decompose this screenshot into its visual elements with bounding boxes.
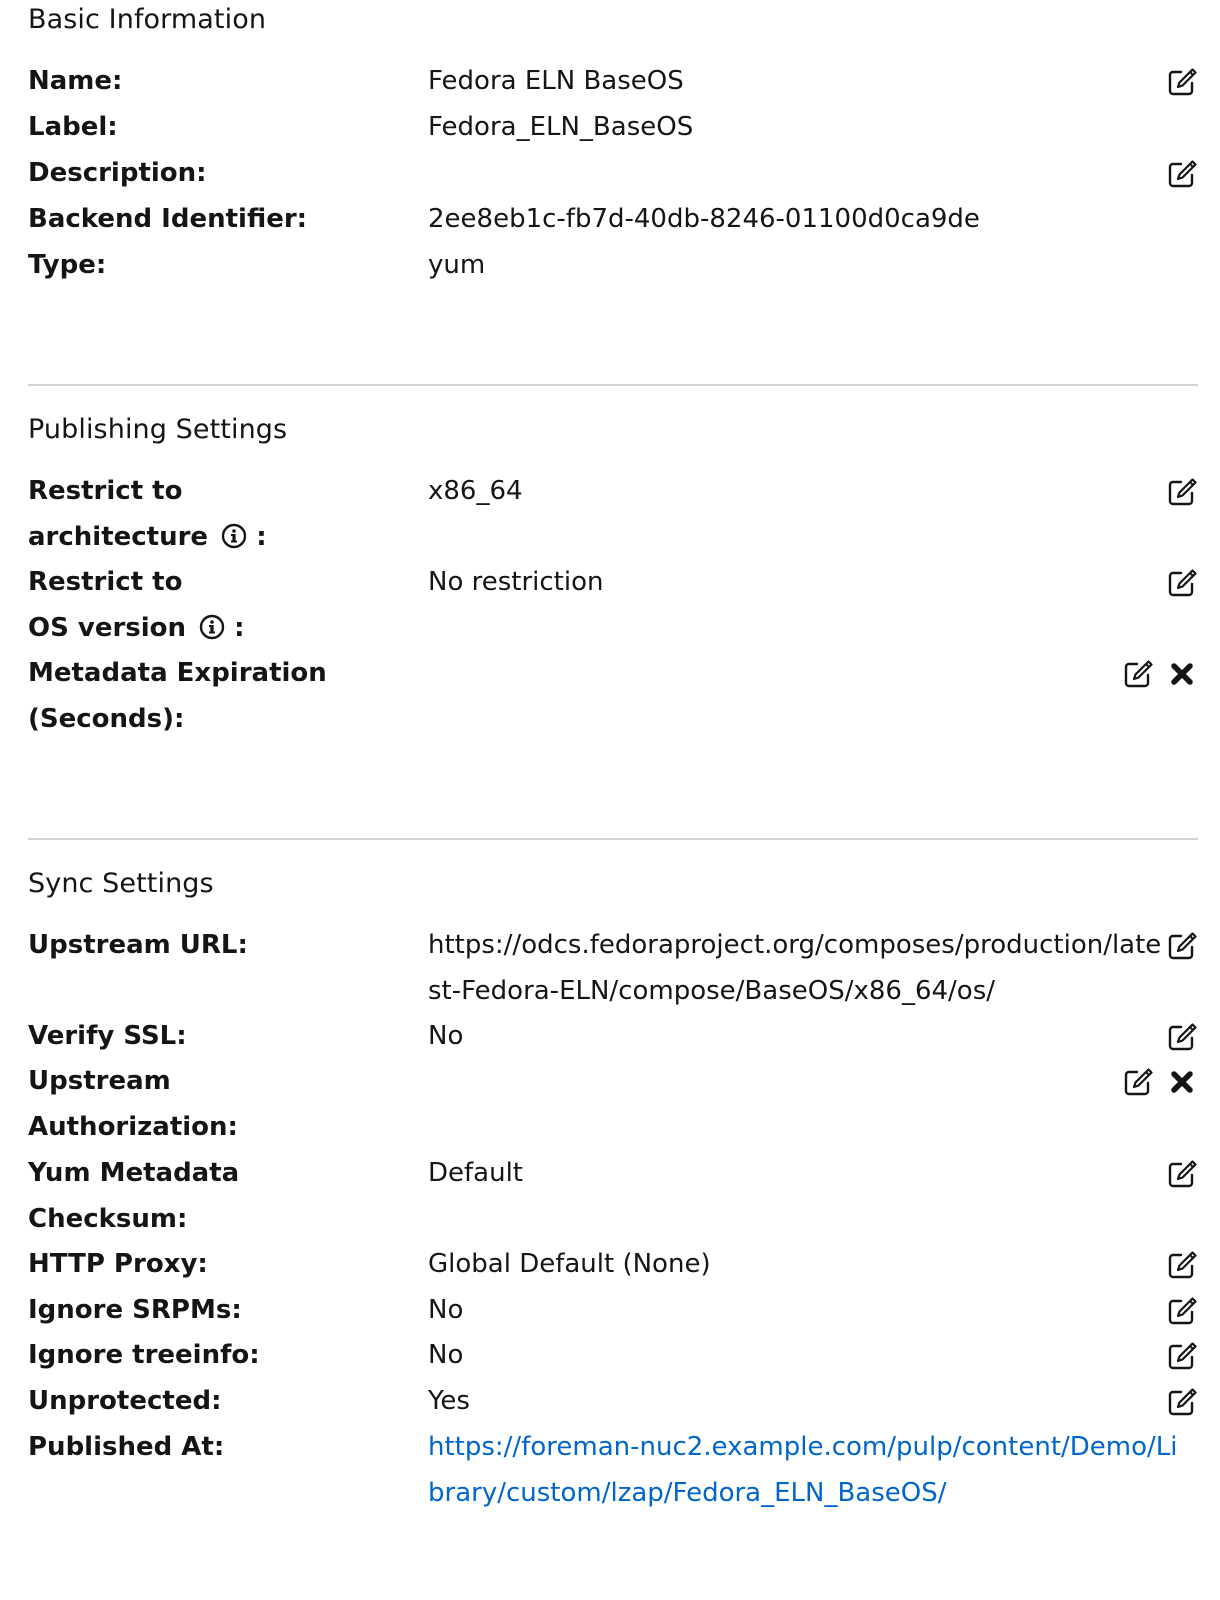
type-label: Type:: [28, 250, 107, 280]
restrict-architecture-value: x86_64: [428, 476, 523, 506]
backend-identifier-value: 2ee8eb1c-fb7d-40db-8246-01100d0ca9de: [428, 204, 980, 234]
published-at-value: [428, 1424, 1178, 1516]
label-line-1: Restrict to: [28, 567, 183, 597]
restrict-os-version-label: [28, 559, 408, 651]
yum-metadata-checksum-label: [28, 1150, 408, 1242]
backend-identifier-label: Backend Identifier:: [28, 204, 308, 234]
upstream-url-label: Upstream URL:: [28, 930, 248, 960]
edit-icon[interactable]: [1166, 930, 1198, 962]
info-circle-icon[interactable]: [199, 614, 225, 640]
published-at-link[interactable]: https://foreman-nuc2.example.com/pulp/content/Demo/Library/custom/lzap/Fedora_ELN_BaseOS/: [428, 1432, 1178, 1508]
edit-icon[interactable]: [1166, 1340, 1198, 1372]
label-line-2: Authorization:: [28, 1112, 238, 1142]
edit-icon[interactable]: [1166, 476, 1198, 508]
description-label: Description:: [28, 158, 207, 188]
section-title-publishing: Publishing Settings: [28, 414, 288, 445]
info-circle-icon[interactable]: [221, 523, 247, 549]
label-suffix: :: [234, 613, 245, 643]
edit-icon[interactable]: [1166, 1295, 1198, 1327]
name-label: Name:: [28, 66, 123, 96]
section-title-sync: Sync Settings: [28, 868, 214, 899]
close-icon[interactable]: [1166, 1066, 1198, 1098]
http-proxy-label: HTTP Proxy:: [28, 1249, 208, 1279]
label-line-1: Upstream: [28, 1066, 171, 1096]
edit-icon[interactable]: [1166, 158, 1198, 190]
upstream-url-value: https://odcs.fedoraproject.org/composes/production/latest-Fedora-ELN/compose/BaseOS/x86_64/os/: [428, 930, 1162, 1006]
name-value: Fedora ELN BaseOS: [428, 66, 684, 96]
metadata-expiration-label: [28, 650, 408, 742]
edit-icon[interactable]: [1166, 567, 1198, 599]
yum-metadata-checksum-value: Default: [428, 1158, 523, 1188]
section-title-basic: Basic Information: [28, 4, 267, 35]
unprotected-value: Yes: [428, 1386, 470, 1416]
section-divider: [28, 838, 1198, 840]
edit-icon[interactable]: [1166, 1158, 1198, 1190]
label-line-1: Yum Metadata: [28, 1158, 240, 1188]
type-value: yum: [428, 250, 486, 280]
label-line-1: Restrict to: [28, 476, 183, 506]
label-label: Label:: [28, 112, 118, 142]
http-proxy-value: Global Default (None): [428, 1249, 711, 1279]
edit-icon[interactable]: [1166, 1386, 1198, 1418]
published-at-label: Published At:: [28, 1432, 225, 1462]
label-value: Fedora_ELN_BaseOS: [428, 112, 694, 142]
label-line-2: OS version: [28, 613, 187, 643]
ignore-treeinfo-label: Ignore treeinfo:: [28, 1340, 260, 1370]
ignore-treeinfo-value: No: [428, 1340, 464, 1370]
label-line-2: architecture: [28, 522, 209, 552]
restrict-os-version-value: No restriction: [428, 567, 604, 597]
verify-ssl-label: Verify SSL:: [28, 1021, 187, 1051]
label-line-1: Metadata Expiration: [28, 658, 327, 688]
label-suffix: :: [256, 522, 267, 552]
restrict-architecture-label: [28, 468, 408, 560]
upstream-authorization-label: [28, 1058, 408, 1150]
ignore-srpms-label: Ignore SRPMs:: [28, 1295, 242, 1325]
edit-icon[interactable]: [1166, 66, 1198, 98]
close-icon[interactable]: [1166, 658, 1198, 690]
edit-icon[interactable]: [1166, 1249, 1198, 1281]
edit-icon[interactable]: [1122, 1066, 1154, 1098]
unprotected-label: Unprotected:: [28, 1386, 222, 1416]
verify-ssl-value: No: [428, 1021, 464, 1051]
section-divider: [28, 384, 1198, 386]
edit-icon[interactable]: [1122, 658, 1154, 690]
ignore-srpms-value: No: [428, 1295, 464, 1325]
label-line-2: (Seconds):: [28, 704, 185, 734]
label-line-2: Checksum:: [28, 1204, 188, 1234]
edit-icon[interactable]: [1166, 1021, 1198, 1053]
